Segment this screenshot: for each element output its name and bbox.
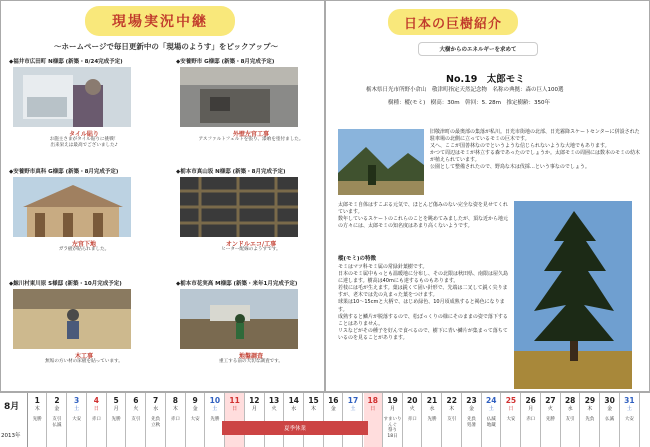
day-number: 14 — [288, 396, 300, 405]
site-desc: ヒーター配線のようすです。 — [221, 247, 281, 252]
floor-heating-photo-icon — [180, 177, 298, 237]
day-note — [225, 414, 243, 417]
weekday: 土 — [626, 406, 632, 412]
day-note: 大安 — [506, 417, 516, 422]
day-number: 16 — [328, 396, 339, 405]
calendar-day — [107, 393, 126, 447]
site-card-3 — [9, 167, 159, 253]
site-desc: 無垢の方い材の床板を貼っています。 — [45, 359, 123, 364]
site-card-5 — [9, 279, 159, 365]
day-note: すまいりんぐ 祭り 18日 — [383, 417, 402, 439]
condition-paragraph: 太郎モミ自体はすこぶる元気で、ほとんど傷みのない完全な姿を見せてくれています。 数年しているスケートのこれらのことを眺めてみましたが、頂な近から地元の方々には、太郎モミの知名度はあまり高くないようです。 — [338, 202, 509, 230]
weekday: 日 — [370, 406, 376, 412]
calendar-day — [482, 393, 501, 447]
day-number: 1 — [34, 396, 40, 405]
weekday: 金 — [607, 406, 613, 412]
calendar-day — [403, 393, 422, 447]
landscape-photo — [338, 129, 424, 195]
weekday: 金 — [54, 406, 60, 412]
day-note: 先負 処暑 — [466, 417, 476, 428]
calendar-day — [364, 393, 383, 447]
calendar-day — [462, 393, 481, 447]
site-card-2 — [176, 57, 326, 143]
site-label: 地盤調査 — [238, 353, 263, 360]
fir-tree-photo — [514, 201, 632, 389]
weekday: 金 — [192, 406, 198, 412]
calendar-month — [0, 393, 28, 447]
day-number: 7 — [153, 396, 159, 405]
weekday: 月 — [251, 406, 257, 412]
weekday: 月 — [390, 406, 396, 412]
tree-location: 栃木県日光市所野小倉山 敬津町指定天然記念物 名称の典拠：森の巨人100選 — [366, 87, 564, 93]
day-number: 21 — [426, 396, 438, 405]
plaster-base-photo-icon — [13, 177, 131, 237]
day-note — [265, 414, 283, 417]
calendar-day — [581, 393, 600, 447]
day-number: 18 — [367, 396, 378, 405]
day-number: 4 — [93, 396, 100, 405]
site-card-4 — [176, 167, 326, 253]
calendar-strip — [0, 392, 650, 446]
day-note: 大安 — [72, 417, 82, 422]
weekday: 火 — [547, 406, 553, 412]
weekday: 木 — [172, 406, 178, 412]
mountain-landscape-photo-icon — [338, 129, 424, 195]
day-number: 2 — [54, 396, 60, 405]
site-photo — [180, 67, 298, 127]
day-number: 17 — [347, 396, 359, 405]
site-title: ◆鯨川村東川原 S様邸 (新築・10月完成予定) — [9, 281, 122, 287]
calendar-day — [285, 393, 304, 447]
calendar-day — [146, 393, 165, 447]
year-label: 2013年 — [1, 433, 21, 439]
site-photo — [13, 67, 131, 127]
woodwork-photo-icon — [13, 289, 131, 349]
left-page — [0, 0, 325, 392]
day-number: 22 — [446, 396, 457, 405]
day-note: 先負 — [585, 417, 595, 422]
day-number: 23 — [466, 396, 477, 405]
weekday: 土 — [350, 406, 356, 412]
day-note: 先勝 — [210, 417, 220, 422]
site-desc: アスファルトフェルトを張り、漆喰を塗付ました。 — [198, 137, 304, 142]
day-number: 13 — [268, 396, 280, 405]
calendar-day — [127, 393, 146, 447]
day-note — [245, 414, 263, 417]
day-note: 赤口 — [170, 417, 180, 422]
weekday: 日 — [508, 406, 514, 412]
weekday: 水 — [153, 406, 159, 412]
site-card-6 — [176, 279, 326, 365]
day-note: 先勝 — [32, 417, 42, 422]
site-desc: お施主さまがタイル貼りに挑戦！ 出来栄えは最高でございました♪ — [49, 137, 119, 148]
day-note: 友引 — [447, 417, 457, 422]
day-number: 5 — [113, 396, 119, 405]
calendar-day — [265, 393, 284, 447]
summer-holiday-bar: 夏季休業 — [222, 421, 368, 435]
day-note — [364, 414, 382, 417]
day-number: 9 — [192, 396, 198, 405]
site-label: 木工事 — [74, 353, 93, 360]
weekday: 月 — [528, 406, 534, 412]
calendar-day — [186, 393, 205, 447]
site-title: ◆栃本市花実高 M様邸 (新築・来年1月完成予定) — [176, 281, 298, 287]
site-card-1 — [9, 57, 159, 149]
ground-survey-photo-icon — [180, 289, 298, 349]
day-number: 31 — [624, 396, 635, 405]
calendar-day — [166, 393, 185, 447]
day-note — [324, 414, 342, 417]
day-number: 30 — [604, 396, 615, 405]
calendar-day — [206, 393, 225, 447]
day-note: 仏滅 地蔵 — [486, 417, 496, 428]
day-number: 19 — [387, 396, 398, 405]
weekday: 水 — [291, 406, 297, 412]
day-note — [344, 414, 362, 417]
day-note: 大安 — [190, 417, 200, 422]
day-number: 10 — [209, 396, 221, 405]
calendar-day — [245, 393, 264, 447]
calendar-day — [522, 393, 541, 447]
day-number: 3 — [74, 396, 80, 405]
site-title: ◆安養野市 G様邸 (新築・8月完成予定) — [176, 59, 275, 65]
weekday: 火 — [271, 406, 277, 412]
site-photo — [13, 289, 131, 349]
calendar-day — [48, 393, 67, 447]
day-number: 8 — [172, 396, 178, 405]
day-note: 友引 — [131, 417, 141, 422]
day-number: 25 — [505, 396, 517, 405]
month-label: 8月 — [4, 402, 20, 412]
calendar-day — [28, 393, 47, 447]
calendar-day — [383, 393, 402, 447]
weekday: 木 — [34, 406, 40, 412]
day-number: 26 — [525, 396, 536, 405]
day-number: 6 — [133, 396, 139, 405]
giant-tree-subtitle: 大樹からのエネルギーを求めて — [418, 42, 538, 56]
site-label: オンドルエコ/工事 — [225, 241, 277, 248]
day-note: 赤口 — [407, 417, 417, 422]
day-number: 28 — [564, 396, 576, 405]
weekday: 木 — [311, 406, 317, 412]
fir-characteristics-paragraph: モミはマツ科モミ属の常緑針葉樹です。 日本のモミ属中もっとも温暖地に分布し、その北限は秋田県、南限は屋久島に達します。樹高は40mにも達するものもあります。 若枝には毛が生えます。葉は鋭くて固い針形で、先端は二叉して鋭く尖りますが、老木では先の丸まった葉をつけます。 球果は10～15cmと大柄で、はじめ緑色、10月頃成熟すると褐色になります。 成熟すると鱗片が脱落するので、松ぼっくりの様にそのままの姿で落下することはありません。 リスなどがその種子を好んで食べるので、樹下に青い鱗片が集まって落ちているのを見ることがあります。 — [338, 264, 509, 341]
calendar-day — [502, 393, 521, 447]
day-note — [304, 414, 322, 417]
day-note: 友引 — [565, 417, 575, 422]
calendar-day — [600, 393, 619, 447]
weekday: 水 — [567, 406, 573, 412]
calendar-day — [443, 393, 462, 447]
day-note: 赤口 — [526, 417, 536, 422]
calendar-day — [225, 393, 244, 447]
day-note: 先負 立秋 — [151, 417, 161, 428]
weekday: 日 — [93, 406, 99, 412]
weekday: 火 — [409, 406, 415, 412]
day-note: 仏滅 — [605, 417, 615, 422]
site-title: ◆安養野市真科 G様邸 (新築・8月完成予定) — [9, 169, 119, 175]
day-note: 先勝 — [111, 417, 121, 422]
site-photo — [180, 177, 298, 237]
weekday: 土 — [488, 406, 494, 412]
site-title: ◆福井市広田町 N様邸 (新築・8/24完成予定) — [9, 59, 123, 65]
calendar-day — [620, 393, 639, 447]
weekday: 金 — [468, 406, 474, 412]
weekday: 水 — [429, 406, 435, 412]
site-report-subtitle: ～ホームページで毎日更新中の「現場のようす」をピックアップ～ — [53, 42, 279, 51]
day-number: 15 — [308, 396, 319, 405]
tile-work-photo-icon — [13, 67, 131, 127]
site-photo — [13, 177, 131, 237]
weekday: 土 — [74, 406, 80, 412]
calendar-day — [541, 393, 560, 447]
fir-characteristics-heading: 樅(モミ)の特徴 — [338, 256, 377, 262]
day-number: 20 — [407, 396, 418, 405]
right-page — [325, 0, 650, 392]
taro-fir-tree-photo-icon — [514, 201, 632, 389]
weekday: 月 — [113, 406, 119, 412]
weekday: 火 — [133, 406, 139, 412]
day-number: 24 — [485, 396, 497, 405]
day-note: 大安 — [624, 417, 634, 422]
weekday: 日 — [232, 406, 238, 412]
day-number: 29 — [584, 396, 596, 405]
giant-tree-banner: 日本の巨樹紹介 — [388, 9, 518, 35]
site-report-banner: 現場実況中継 — [85, 6, 235, 36]
calendar-day — [67, 393, 86, 447]
intro-paragraph: 旧敬津町の最奥部の集落が私川。日光市街地の北部、日光霧降スケートセンターに併設された駐車場の北側に立っているモミの巨木です。 又へ、ここが国善林なのでというような信じられないような大地でもあります。 かつて周辺はモミが林立する森であったのでしょうか。太郎モミの周囲には数本のモミの幼木が植えられています。 公園として整備されたので、野鳥な木は伐採…という事なのでしょう。 — [430, 129, 640, 171]
weekday: 木 — [587, 406, 593, 412]
calendar-day — [344, 393, 363, 447]
site-label: 外壁左官工事 — [232, 131, 269, 138]
site-photo — [180, 289, 298, 349]
site-desc: ガラ板が貼られました。 — [58, 247, 110, 252]
calendar-day — [324, 393, 343, 447]
weekday: 土 — [212, 406, 218, 412]
calendar-day — [561, 393, 580, 447]
day-number: 11 — [229, 396, 240, 405]
site-desc: 重工する前の大切な調査です。 — [219, 359, 283, 364]
day-note: 先勝 — [427, 417, 437, 422]
calendar-day — [304, 393, 323, 447]
tree-dimensions: 樹種：樅(モミ) 樹高：30m 幹回：5. 28m 推定樹齢：350年 — [388, 100, 550, 106]
weekday: 木 — [449, 406, 455, 412]
calendar-day — [87, 393, 106, 447]
tree-number-title: No.19 太郎モミ — [446, 74, 525, 85]
site-label: 左官下地 — [71, 241, 96, 248]
day-note — [285, 414, 303, 417]
weekday: 金 — [330, 406, 336, 412]
day-note: 友引 仏滅 — [52, 417, 62, 428]
exterior-wall-photo-icon — [180, 67, 298, 127]
day-note: 赤口 — [91, 417, 101, 422]
site-title: ◆栃本市真山坂 N様邸 (新築・8月完成予定) — [176, 169, 286, 175]
day-note: 先勝 — [545, 417, 555, 422]
day-number: 27 — [545, 396, 556, 405]
day-number: 12 — [249, 396, 260, 405]
site-label: タイル貼り — [69, 131, 99, 138]
calendar-day — [423, 393, 442, 447]
